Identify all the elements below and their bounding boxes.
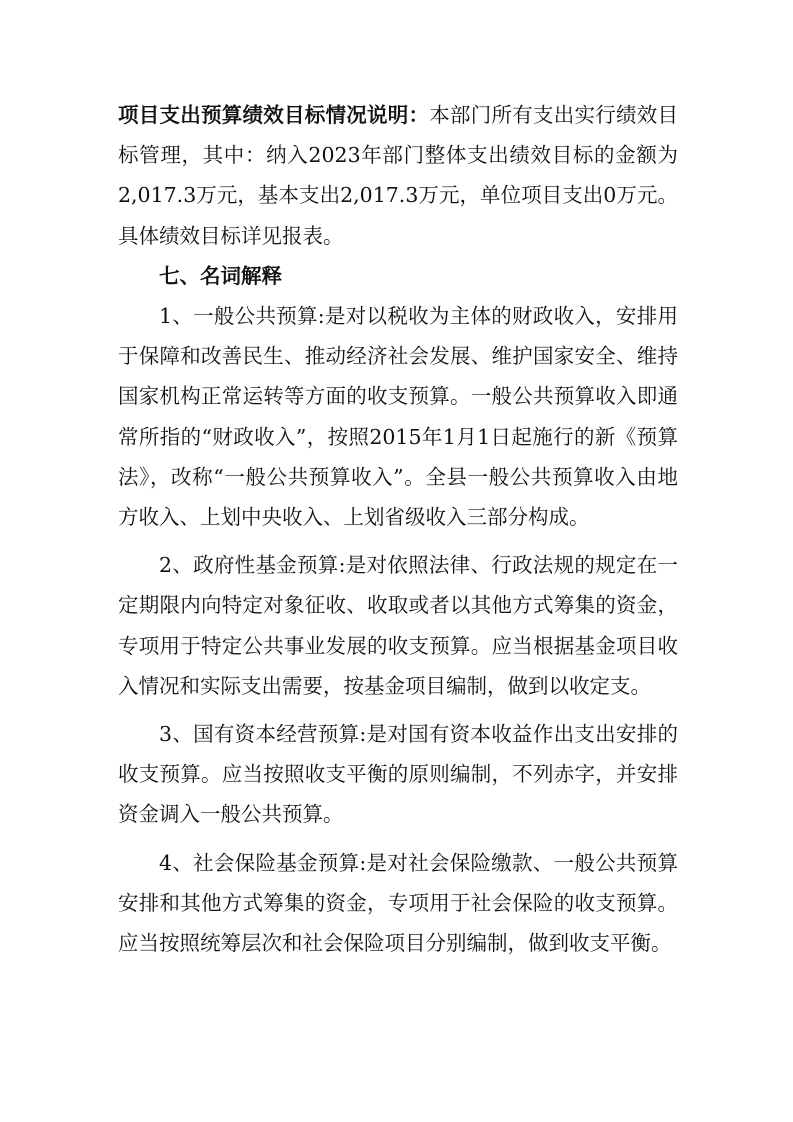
document-body <box>118 95 678 963</box>
term-paragraph-4: 4、社会保险基金预算:是对社会保险缴款、一般公共预算安排和其他方式筹集的资金，专项用于社会保险的收支预算。应当按照统筹层次和社会保险项目分别编制，做到收支平衡。 <box>118 850 678 956</box>
term-paragraph-2: 2、政府性基金预算:是对依照法律、行政法规的规定在一定期限内向特定对象征收、收取或者以其他方式筹集的资金，专项用于特定公共事业发展的收支预算。应当根据基金项目收入情况和实际支出需要，按基金项目编制，做到以收定支。 <box>118 553 678 698</box>
performance-paragraph <box>118 95 678 256</box>
term-paragraph-3: 3、国有资本经营预算:是对国有资本收益作出支出安排的收支预算。应当按照收支平衡的原则编制，不列赤字，并安排资金调入一般公共预算。 <box>118 722 678 827</box>
performance-paragraph-lead: 项目支出预算绩效目标情况说明： <box>118 103 430 127</box>
section-heading: 七、名词解释 <box>159 263 282 288</box>
term-paragraph-1: 1、一般公共预算:是对以税收为主体的财政收入，安排用于保障和改善民生、推动经济社会发展、维护国家安全、维持国家机构正常运转等方面的收支预算。一般公共预算收入即通常所指的“财政收入”，按照2015年1月1日起施行的新《预算法》，改称“一般公共预算收入”。全县一般公共预算收入由地方收入、上划中央收入、上划省级收入三部分构成。 <box>118 304 678 530</box>
performance-paragraph-body: 本部门所有支出实行绩效目标管理，其中：纳入2023年部门整体支出绩效目标的金额为2,017.3万元，基本支出2,017.3万元，单位项目支出0万元。具体绩效目标详见报表。 <box>118 103 678 248</box>
